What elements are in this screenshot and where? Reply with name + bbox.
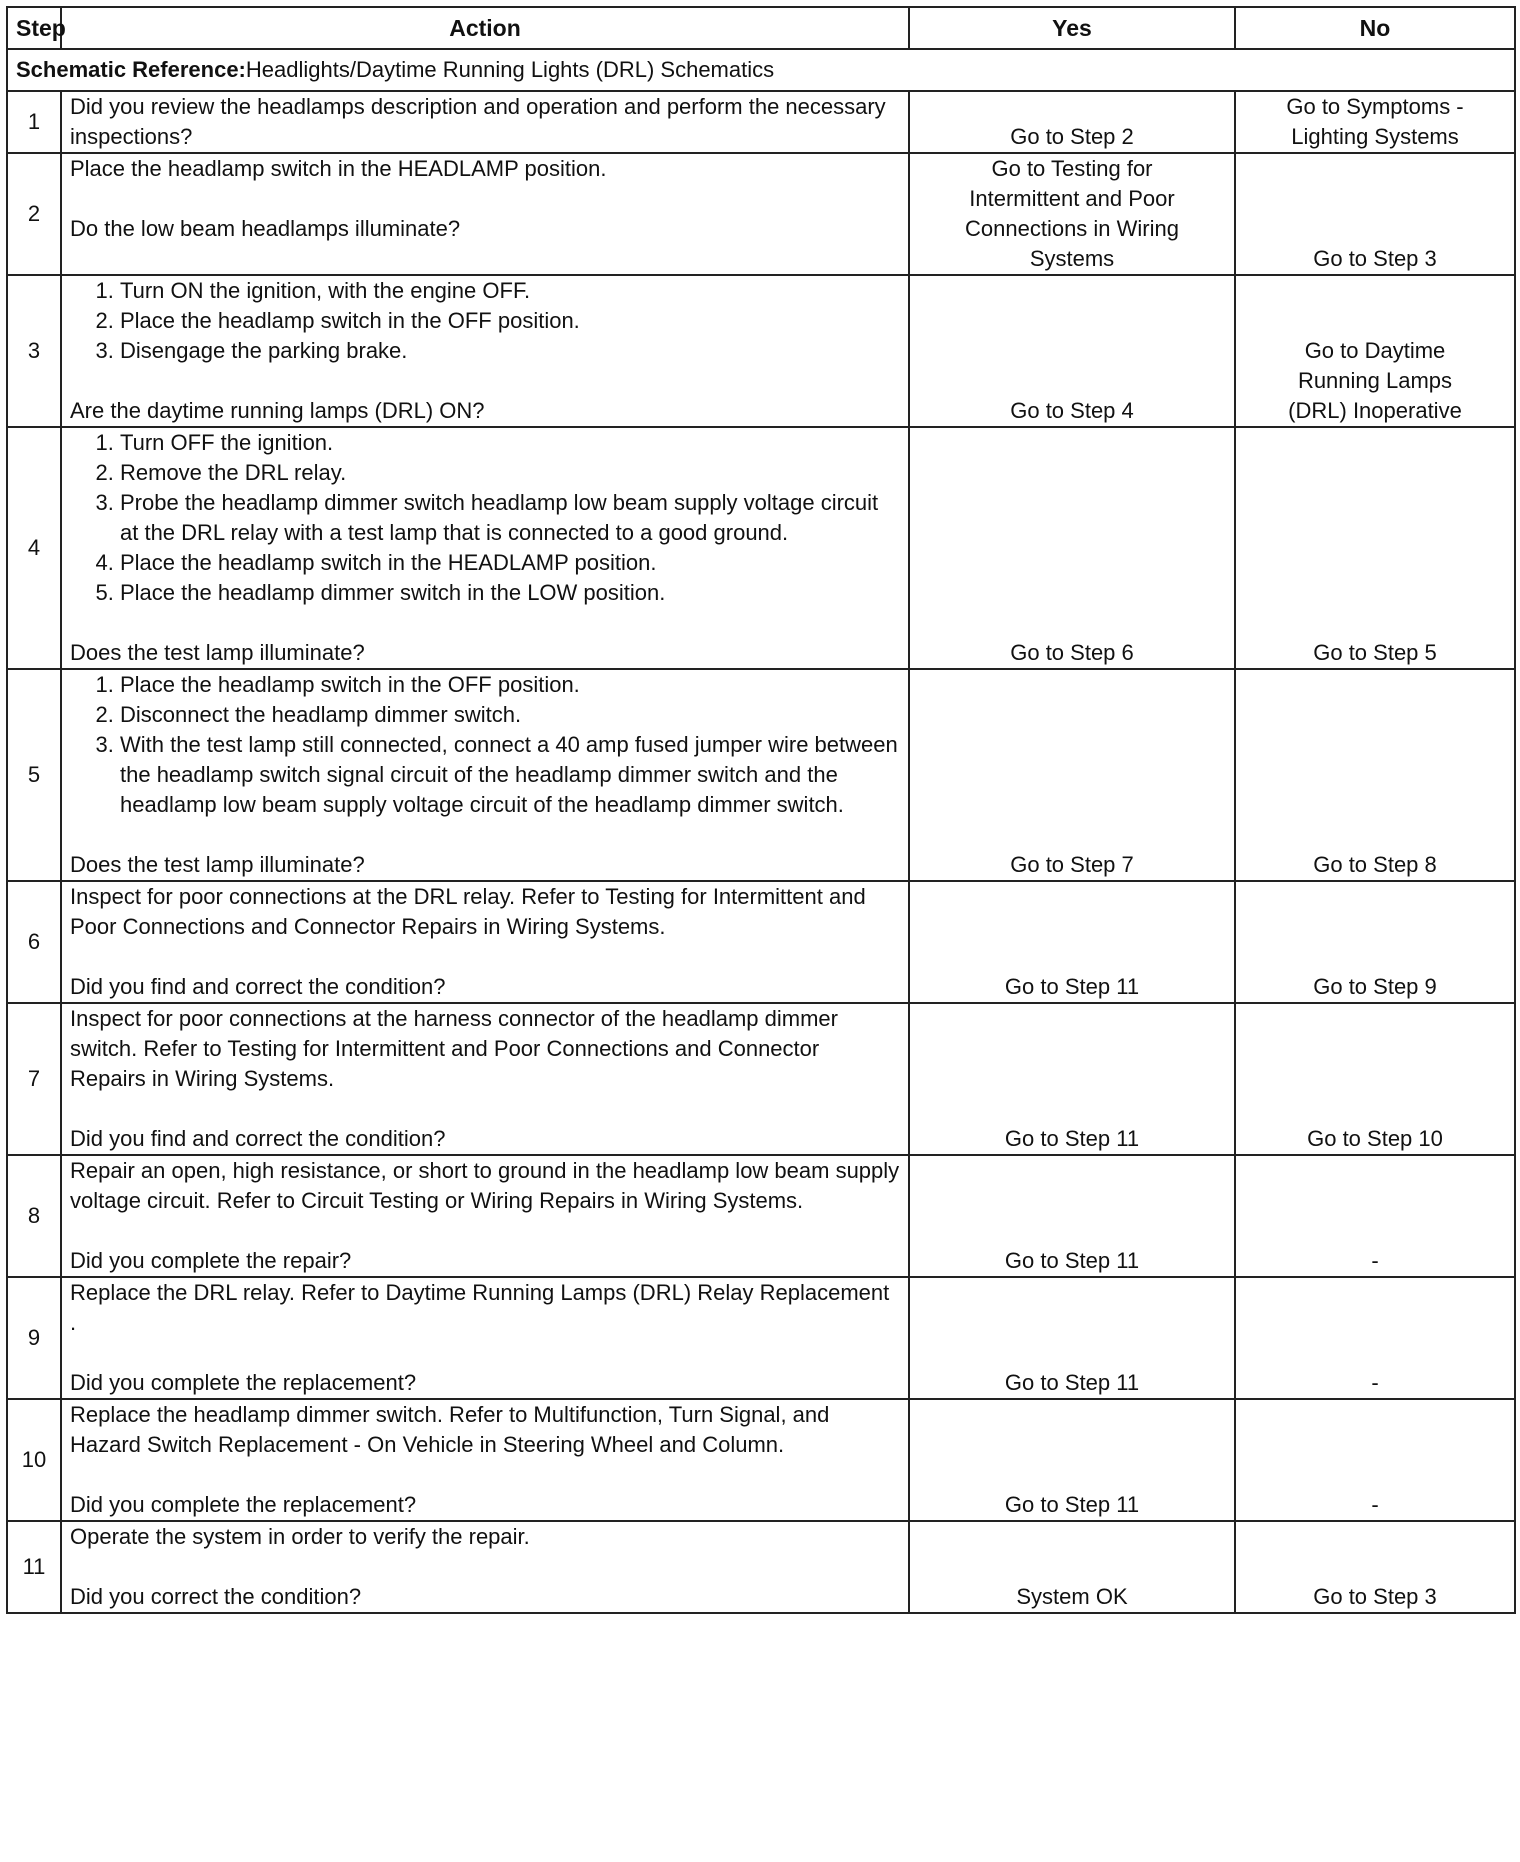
no-cell (1235, 153, 1515, 275)
no-result: Go to Step 3 (1313, 246, 1437, 271)
yes-result: Go to Step 7 (1010, 852, 1134, 877)
spacer (70, 1216, 900, 1246)
spacer (70, 184, 900, 214)
no-cell (1235, 275, 1515, 427)
action-cell (61, 1155, 909, 1277)
no-result: Go to Symptoms - Lighting Systems (1286, 94, 1464, 149)
no-cell (1235, 1399, 1515, 1521)
no-cell (1235, 881, 1515, 1003)
spacer (70, 1460, 900, 1490)
action-cell (61, 427, 909, 669)
action-step-item: 2. Place the headlamp switch in the OFF position. (120, 306, 900, 336)
yes-cell (909, 1521, 1235, 1613)
step-number: 9 (7, 1277, 61, 1399)
spacer (70, 1094, 900, 1124)
table-row (7, 1399, 1515, 1521)
step-number: 8 (7, 1155, 61, 1277)
action-steps-list (70, 428, 900, 608)
action-step-item: 4. Place the headlamp switch in the HEADLAMP position. (120, 548, 900, 578)
action-question: Does the test lamp illuminate? (70, 640, 365, 665)
action-cell (61, 669, 909, 881)
table-row (7, 275, 1515, 427)
no-cell (1235, 1521, 1515, 1613)
yes-cell (909, 669, 1235, 881)
action-step-item: 3. Probe the headlamp dimmer switch headlamp low beam supply voltage circuit at the DRL relay with a test lamp that is connected to a good ground. (120, 488, 900, 548)
step-number: 3 (7, 275, 61, 427)
action-cell (61, 1521, 909, 1613)
action-question: Did you find and correct the condition? (70, 1126, 446, 1151)
action-steps-list (70, 276, 900, 366)
schematic-reference-label: Schematic Reference: (16, 57, 246, 82)
action-text: Operate the system in order to verify the repair. (70, 1524, 530, 1549)
yes-cell (909, 881, 1235, 1003)
action-question: Did you complete the replacement? (70, 1492, 417, 1517)
no-cell (1235, 1155, 1515, 1277)
spacer (70, 1552, 900, 1582)
table-row (7, 1277, 1515, 1399)
yes-cell (909, 153, 1235, 275)
action-cell (61, 91, 909, 153)
no-result: - (1371, 1370, 1379, 1395)
no-result: Go to Step 8 (1313, 852, 1437, 877)
yes-cell (909, 275, 1235, 427)
action-step-item: 3. With the test lamp still connected, connect a 40 amp fused jumper wire between the headlamp switch signal circuit of the headlamp dimmer switch and the headlamp low beam supply voltage circuit of the headlamp dimmer switch. (120, 730, 900, 820)
table-row (7, 153, 1515, 275)
no-result: Go to Step 10 (1307, 1126, 1443, 1151)
yes-result: System OK (1016, 1584, 1128, 1609)
no-result: Go to Step 5 (1313, 640, 1437, 665)
action-question: Are the daytime running lamps (DRL) ON? (70, 398, 485, 423)
action-step-item: 2. Disconnect the headlamp dimmer switch. (120, 700, 900, 730)
spacer (70, 942, 900, 972)
action-cell (61, 881, 909, 1003)
yes-result: Go to Step 11 (1004, 1126, 1140, 1151)
step-number: 2 (7, 153, 61, 275)
step-number: 7 (7, 1003, 61, 1155)
step-number: 1 (7, 91, 61, 153)
no-result: Go to Step 9 (1313, 974, 1437, 999)
yes-result: Go to Step 11 (1004, 1492, 1140, 1517)
action-step-item: 1. Turn OFF the ignition. (120, 428, 900, 458)
table-body (7, 49, 1515, 1613)
yes-result: Go to Step 11 (1004, 1248, 1140, 1273)
action-question: Did you complete the replacement? (70, 1370, 417, 1395)
no-result: - (1371, 1248, 1379, 1273)
step-number: 11 (7, 1521, 61, 1613)
table-row (7, 1003, 1515, 1155)
step-number: 10 (7, 1399, 61, 1521)
action-cell (61, 153, 909, 275)
yes-cell (909, 1277, 1235, 1399)
action-step-item: 3. Disengage the parking brake. (120, 336, 900, 366)
action-text: Repair an open, high resistance, or short to ground in the headlamp low beam supply voltage circuit. Refer to Circuit Testing or Wiring Repairs in Wiring Systems. (70, 1158, 900, 1213)
step-number: 5 (7, 669, 61, 881)
action-step-item: 1. Place the headlamp switch in the OFF position. (120, 670, 900, 700)
no-result: Go to Step 3 (1313, 1584, 1437, 1609)
yes-result: Go to Step 11 (1004, 974, 1140, 999)
action-question: Do the low beam headlamps illuminate? (70, 216, 461, 241)
action-question: Does the test lamp illuminate? (70, 852, 365, 877)
schematic-reference-row (7, 49, 1515, 91)
header-row (7, 7, 1515, 49)
no-cell (1235, 427, 1515, 669)
yes-cell (909, 427, 1235, 669)
action-question: Did you correct the condition? (70, 1584, 362, 1609)
action-text: Place the headlamp switch in the HEADLAMP position. (70, 156, 607, 181)
yes-cell (909, 1003, 1235, 1155)
header-yes: Yes (909, 7, 1235, 49)
action-cell (61, 1003, 909, 1155)
diagnostic-table (6, 6, 1516, 1614)
action-question: Did you complete the repair? (70, 1248, 352, 1273)
no-cell (1235, 1277, 1515, 1399)
action-text: Replace the DRL relay. Refer to Daytime Running Lamps (DRL) Relay Replacement . (70, 1280, 890, 1335)
action-text: Replace the headlamp dimmer switch. Refer to Multifunction, Turn Signal, and Hazard Switch Replacement - On Vehicle in Steering Wheel and Column. (70, 1402, 830, 1457)
no-cell (1235, 91, 1515, 153)
yes-cell (909, 1399, 1235, 1521)
yes-result: Go to Step 2 (1010, 124, 1134, 149)
no-cell (1235, 669, 1515, 881)
yes-cell (909, 1155, 1235, 1277)
yes-result: Go to Step 6 (1010, 640, 1134, 665)
yes-cell (909, 91, 1235, 153)
action-text: Inspect for poor connections at the harness connector of the headlamp dimmer switch. Refer to Testing for Intermittent and Poor Connections and Connector Repairs in Wiring Systems. (70, 1006, 838, 1091)
table-row (7, 1155, 1515, 1277)
yes-result: Go to Testing for Intermittent and Poor Connections in Wiring Systems (965, 156, 1179, 271)
header-no: No (1235, 7, 1515, 49)
action-step-item: 5. Place the headlamp dimmer switch in the LOW position. (120, 578, 900, 608)
spacer (70, 820, 900, 850)
action-question: Did you find and correct the condition? (70, 974, 446, 999)
table-row (7, 669, 1515, 881)
step-number: 4 (7, 427, 61, 669)
action-steps-list (70, 670, 900, 820)
yes-result: Go to Step 4 (1010, 398, 1134, 423)
action-cell (61, 1399, 909, 1521)
schematic-reference (7, 49, 1515, 91)
table-row (7, 427, 1515, 669)
step-number: 6 (7, 881, 61, 1003)
spacer (70, 366, 900, 396)
no-result: - (1371, 1492, 1379, 1517)
no-result: Go to Daytime Running Lamps (DRL) Inoperative (1288, 338, 1462, 423)
header-action: Action (61, 7, 909, 49)
table-row (7, 881, 1515, 1003)
header-step: Step (7, 7, 61, 49)
schematic-reference-value: Headlights/Daytime Running Lights (DRL) Schematics (245, 57, 775, 82)
action-text: Inspect for poor connections at the DRL relay. Refer to Testing for Intermittent and Poor Connections and Connector Repairs in Wiring Systems. (70, 884, 866, 939)
action-cell (61, 275, 909, 427)
action-step-item: 1. Turn ON the ignition, with the engine OFF. (120, 276, 900, 306)
table-row (7, 1521, 1515, 1613)
table-row (7, 91, 1515, 153)
action-text: Did you review the headlamps description and operation and perform the necessary inspections? (70, 94, 886, 149)
action-cell (61, 1277, 909, 1399)
spacer (70, 1338, 900, 1368)
spacer (70, 608, 900, 638)
action-step-item: 2. Remove the DRL relay. (120, 458, 900, 488)
no-cell (1235, 1003, 1515, 1155)
yes-result: Go to Step 11 (1004, 1370, 1140, 1395)
